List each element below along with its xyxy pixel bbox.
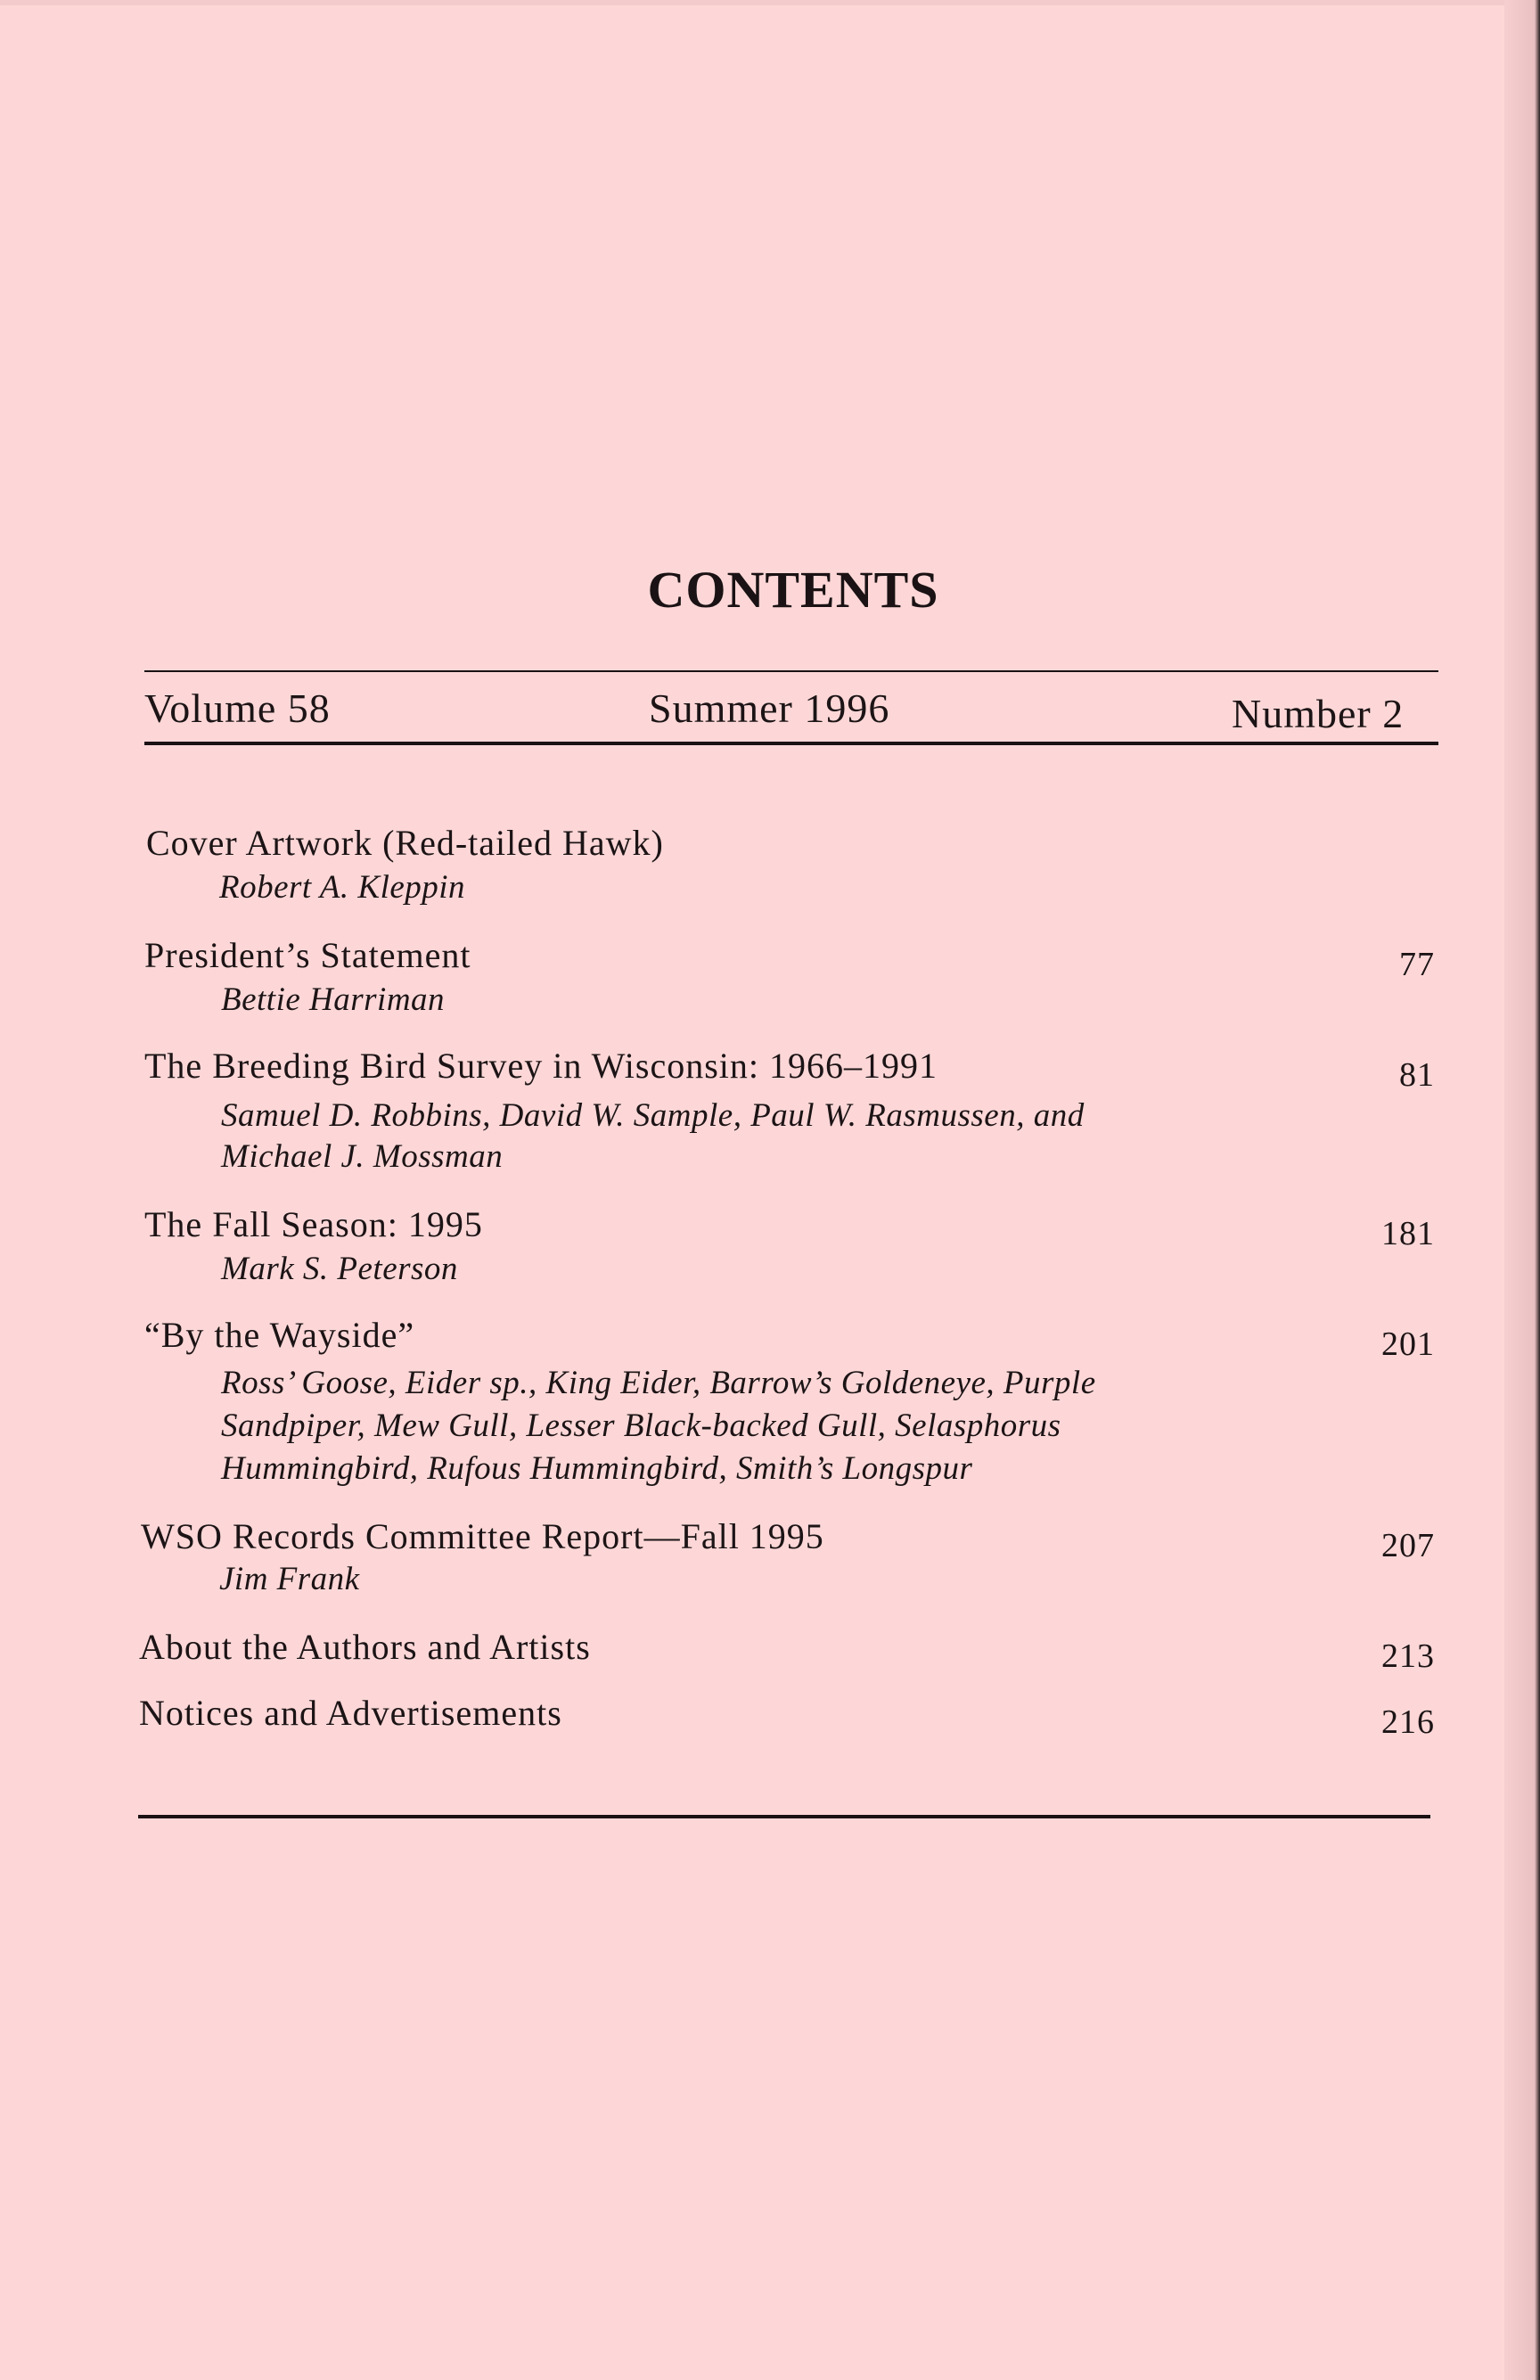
volume-label: Volume 58 <box>144 685 331 731</box>
toc-entry-title[interactable]: “By the Wayside” <box>144 1315 415 1355</box>
toc-entry-title[interactable]: Notices and Advertisements <box>139 1693 562 1733</box>
toc-page-number: 181 <box>1381 1215 1435 1252</box>
divider-bottom <box>138 1815 1430 1818</box>
toc-entry-author: Sandpiper, Mew Gull, Lesser Black-backed Gull, Selasphorus <box>221 1407 1061 1444</box>
toc-page-number: 213 <box>1381 1637 1435 1675</box>
season-label: Summer 1996 <box>649 685 890 731</box>
toc-entry-author: Ross’ Goose, Eider sp., King Eider, Barrow’s Goldeneye, Purple <box>221 1365 1096 1401</box>
contents-heading: CONTENTS <box>647 561 939 619</box>
toc-page-number: 201 <box>1381 1325 1435 1363</box>
toc-entry-author: Michael J. Mossman <box>221 1138 504 1175</box>
toc-entry-author: Samuel D. Robbins, David W. Sample, Paul W. Rasmussen, and <box>221 1097 1085 1134</box>
toc-entry-title[interactable]: WSO Records Committee Report—Fall 1995 <box>141 1516 824 1556</box>
page-top-edge <box>0 0 1540 5</box>
toc-page-number: 77 <box>1399 946 1435 983</box>
toc-page-number: 81 <box>1399 1056 1435 1094</box>
page-right-edge <box>1504 0 1540 2380</box>
toc-entry-author: Robert A. Kleppin <box>219 869 466 906</box>
toc-entry-title[interactable]: The Breeding Bird Survey in Wisconsin: 1966–1991 <box>144 1046 938 1086</box>
toc-entry-author: Bettie Harriman <box>221 981 446 1018</box>
divider-middle <box>144 742 1438 745</box>
toc-entry-title[interactable]: The Fall Season: 1995 <box>144 1204 483 1244</box>
toc-entry-author: Hummingbird, Rufous Hummingbird, Smith’s Longspur <box>221 1450 973 1487</box>
toc-entry-title[interactable]: Cover Artwork (Red-tailed Hawk) <box>146 823 664 863</box>
toc-entry-author: Jim Frank <box>219 1561 360 1597</box>
toc-entry-author: Mark S. Peterson <box>221 1251 458 1287</box>
number-label: Number 2 <box>1232 691 1405 736</box>
toc-entry-title[interactable]: About the Authors and Artists <box>139 1627 591 1667</box>
toc-entry-title[interactable]: President’s Statement <box>144 935 471 975</box>
divider-top <box>144 670 1438 672</box>
toc-page-number: 207 <box>1381 1527 1435 1564</box>
toc-page-number: 216 <box>1381 1703 1435 1741</box>
